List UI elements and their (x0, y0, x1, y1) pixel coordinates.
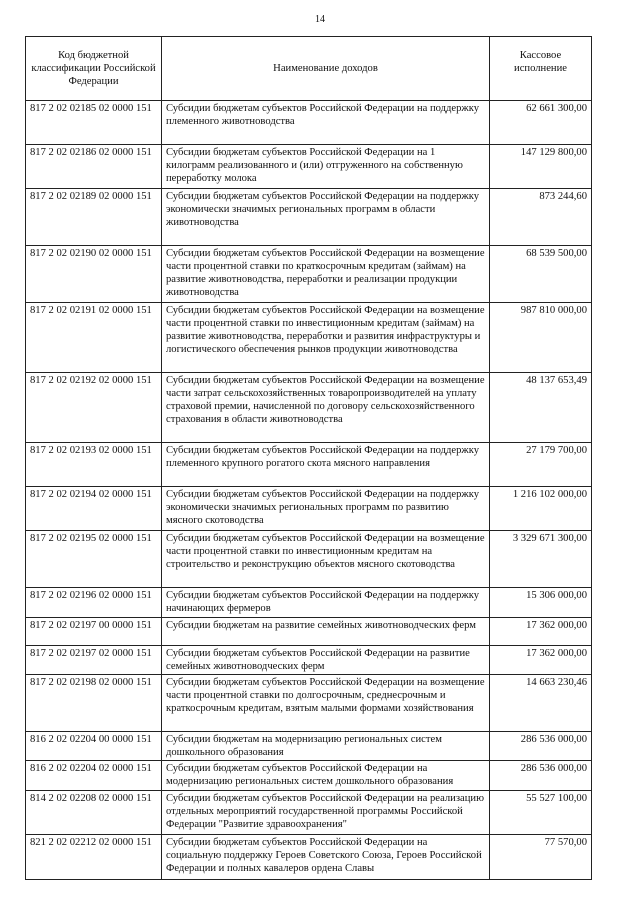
table-row (26, 531, 592, 588)
row-code: 817 2 02 02198 02 0000 151 (26, 675, 162, 732)
row-amount: 14 663 230,46 (490, 675, 592, 732)
row-amount: 62 661 300,00 (490, 101, 592, 145)
row-code: 817 2 02 02185 02 0000 151 (26, 101, 162, 145)
row-name: Субсидии бюджетам субъектов Российской Федерации на возмещение части процентной ставки по краткосрочным кредитам (займам) на развитие животноводства, переработки и реализации продукции животноводства (162, 246, 490, 303)
row-code: 817 2 02 02192 02 0000 151 (26, 373, 162, 443)
row-name: Субсидии бюджетам субъектов Российской Федерации на поддержку экономически значимых региональных программ в области животноводства (162, 189, 490, 246)
row-name: Субсидии бюджетам субъектов Российской Федерации на развитие семейных животноводческих ферм (162, 646, 490, 675)
row-code: 817 2 02 02189 02 0000 151 (26, 189, 162, 246)
row-name: Субсидии бюджетам на модернизацию региональных систем дошкольного образования (162, 732, 490, 761)
row-code: 817 2 02 02197 00 0000 151 (26, 618, 162, 646)
row-amount: 286 536 000,00 (490, 761, 592, 791)
table-row (26, 618, 592, 646)
header-name: Наименование доходов (162, 37, 490, 101)
row-code: 817 2 02 02190 02 0000 151 (26, 246, 162, 303)
row-code: 814 2 02 02208 02 0000 151 (26, 791, 162, 835)
row-name: Субсидии бюджетам субъектов Российской Федерации на возмещение части затрат сельскохозяйственных товаропроизводителей на уплату страховой премии, начисленной по договору сельскохозяйственного страхования в области животноводства (162, 373, 490, 443)
row-name: Субсидии бюджетам на развитие семейных животноводческих ферм (162, 618, 490, 646)
row-name: Субсидии бюджетам субъектов Российской Федерации на 1 килограмм реализованного и (или) отгруженного на собственную переработку молока (162, 145, 490, 189)
row-amount: 147 129 800,00 (490, 145, 592, 189)
row-name: Субсидии бюджетам субъектов Российской Федерации на поддержку племенного крупного рогатого скота мясного направления (162, 443, 490, 487)
header-amount: Кассовое исполнение (490, 37, 592, 101)
row-code: 817 2 02 02186 02 0000 151 (26, 145, 162, 189)
table-row (26, 145, 592, 189)
row-code: 817 2 02 02194 02 0000 151 (26, 487, 162, 531)
table-row (26, 675, 592, 732)
table-row (26, 101, 592, 145)
row-name: Субсидии бюджетам субъектов Российской Федерации на поддержку племенного животноводства (162, 101, 490, 145)
table-row (26, 732, 592, 761)
page-number: 14 (315, 14, 325, 25)
row-amount: 286 536 000,00 (490, 732, 592, 761)
table-body (26, 101, 592, 880)
row-amount: 55 527 100,00 (490, 791, 592, 835)
table-row (26, 835, 592, 880)
row-code: 816 2 02 02204 00 0000 151 (26, 732, 162, 761)
table-header-row (26, 37, 592, 101)
row-amount: 3 329 671 300,00 (490, 531, 592, 588)
row-name: Субсидии бюджетам субъектов Российской Федерации на возмещение части процентной ставки по инвестиционным кредитам на строительство и реконструкцию объектов мясного скотоводства (162, 531, 490, 588)
row-name: Субсидии бюджетам субъектов Российской Федерации на возмещение части процентной ставки по инвестиционным кредитам (займам) на развитие животноводства, переработки и развития инфраструктуры и логистического обеспечения рынков продукции животноводства (162, 303, 490, 373)
row-code: 817 2 02 02197 02 0000 151 (26, 646, 162, 675)
row-code: 821 2 02 02212 02 0000 151 (26, 835, 162, 880)
table-row (26, 303, 592, 373)
row-amount: 27 179 700,00 (490, 443, 592, 487)
row-amount: 17 362 000,00 (490, 618, 592, 646)
budget-revenue-table (25, 36, 592, 880)
row-code: 817 2 02 02191 02 0000 151 (26, 303, 162, 373)
row-amount: 873 244,60 (490, 189, 592, 246)
row-amount: 15 306 000,00 (490, 588, 592, 618)
row-amount: 77 570,00 (490, 835, 592, 880)
table-row (26, 189, 592, 246)
row-name: Субсидии бюджетам субъектов Российской Федерации на социальную поддержку Героев Советского Союза, Героев Российской Федерации и полных кавалеров ордена Славы (162, 835, 490, 880)
row-code: 817 2 02 02193 02 0000 151 (26, 443, 162, 487)
row-amount: 48 137 653,49 (490, 373, 592, 443)
header-code: Код бюджетной классификации Российской Федерации (26, 37, 162, 101)
row-code: 817 2 02 02195 02 0000 151 (26, 531, 162, 588)
table-row (26, 443, 592, 487)
row-amount: 987 810 000,00 (490, 303, 592, 373)
row-amount: 1 216 102 000,00 (490, 487, 592, 531)
table-row (26, 487, 592, 531)
table-row (26, 246, 592, 303)
row-name: Субсидии бюджетам субъектов Российской Федерации на возмещение части процентной ставки по долгосрочным, среднесрочным и краткосрочным кредитам, взятым малыми формами хозяйствования (162, 675, 490, 732)
table-row (26, 373, 592, 443)
table-row (26, 761, 592, 791)
row-amount: 68 539 500,00 (490, 246, 592, 303)
row-code: 816 2 02 02204 02 0000 151 (26, 761, 162, 791)
row-name: Субсидии бюджетам субъектов Российской Федерации на модернизацию региональных систем дошкольного образования (162, 761, 490, 791)
table-row (26, 791, 592, 835)
row-code: 817 2 02 02196 02 0000 151 (26, 588, 162, 618)
row-name: Субсидии бюджетам субъектов Российской Федерации на поддержку начинающих фермеров (162, 588, 490, 618)
table-row (26, 588, 592, 618)
row-amount: 17 362 000,00 (490, 646, 592, 675)
table-row (26, 646, 592, 675)
row-name: Субсидии бюджетам субъектов Российской Федерации на поддержку экономически значимых региональных программ по развитию мясного скотоводства (162, 487, 490, 531)
row-name: Субсидии бюджетам субъектов Российской Федерации на реализацию отдельных мероприятий государственной программы Российской Федерации "Развитие здравоохранения" (162, 791, 490, 835)
